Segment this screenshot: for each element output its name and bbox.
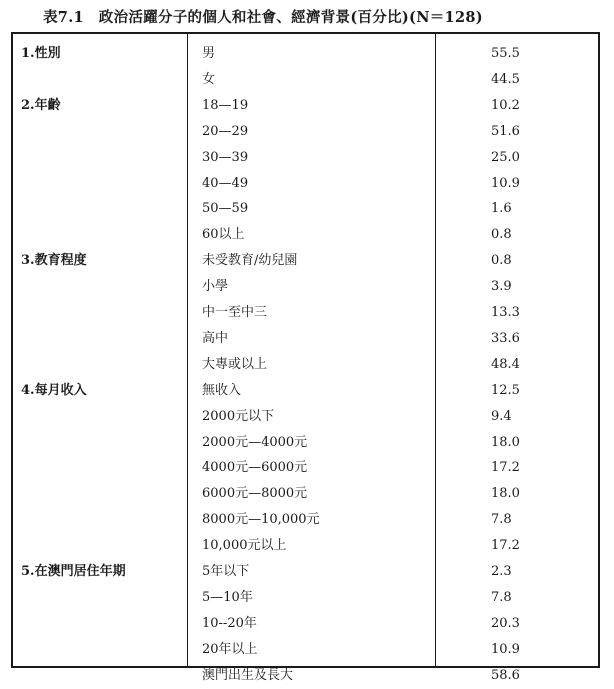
table-row: [13, 274, 598, 300]
table-row: [13, 481, 598, 507]
percentage-value: 2.3: [491, 564, 512, 579]
category-label: [21, 145, 181, 171]
category-label: 3.教育程度: [21, 253, 87, 269]
percentage-value: 17.2: [491, 460, 520, 476]
item-label: 中一至中三: [202, 305, 268, 320]
category-label: [21, 196, 181, 222]
percentage-value: 12.5: [491, 382, 520, 398]
percentage-value: 0.8: [491, 227, 512, 243]
table-row: [13, 119, 598, 145]
table-row: [13, 196, 598, 222]
item-label: 20年以上: [202, 641, 258, 657]
table-row: [13, 352, 598, 378]
percentage-value: 1.6: [491, 201, 512, 217]
percentage-value: 33.6: [491, 330, 520, 346]
percentage-value: 20.3: [491, 615, 520, 631]
category-label: [21, 326, 181, 352]
percentage-value: 9.4: [491, 408, 512, 424]
category-label: [21, 663, 181, 689]
item-label: 10--20年: [202, 615, 257, 631]
table-row: [13, 326, 598, 352]
percentage-value: 58.6: [491, 667, 520, 683]
category-label: [21, 585, 181, 611]
table-row: [13, 145, 598, 171]
item-label: 30—39: [202, 149, 249, 165]
percentage-value: 55.5: [491, 46, 520, 61]
item-label: 10,000元以上: [202, 538, 287, 554]
table-row: [13, 663, 598, 689]
table-row: [13, 171, 598, 197]
table-row: [13, 559, 598, 585]
percentage-value: 18.0: [491, 486, 520, 502]
percentage-value: 17.2: [491, 538, 520, 554]
item-label: 2000元—4000元: [202, 434, 308, 450]
data-table: [11, 32, 600, 683]
table-row: [13, 611, 598, 637]
percentage-value: 10.9: [491, 641, 520, 657]
category-label: [21, 637, 181, 663]
item-label: 6000元—8000元: [202, 486, 308, 502]
item-label: 18—19: [202, 97, 249, 113]
category-label: [21, 611, 181, 637]
item-label: 5—10年: [202, 589, 253, 605]
table-row: [13, 93, 598, 119]
item-label: 40—49: [202, 175, 249, 191]
item-label: 50—59: [202, 201, 249, 217]
table-row: [13, 533, 598, 559]
category-label: 5.在澳門居住年期: [21, 564, 126, 579]
table-row: [13, 585, 598, 611]
percentage-value: 10.2: [491, 97, 520, 113]
percentage-value: 25.0: [491, 149, 520, 165]
item-label: 小學: [202, 279, 229, 295]
table-row: [13, 378, 598, 404]
category-label: 4.每月收入: [21, 382, 87, 398]
item-label: 澳門出生及長大: [202, 667, 294, 683]
category-label: [21, 274, 181, 300]
table-row: [13, 300, 598, 326]
table-row: [13, 404, 598, 430]
item-label: 5年以下: [202, 564, 250, 579]
item-label: 60以上: [202, 227, 245, 243]
category-label: [21, 119, 181, 145]
table-row: [13, 637, 598, 663]
item-label: 20—29: [202, 123, 249, 139]
percentage-value: 7.8: [491, 512, 512, 528]
percentage-value: 48.4: [491, 356, 520, 372]
category-label: [21, 300, 181, 326]
percentage-value: 51.6: [491, 123, 520, 139]
table-row: [13, 67, 598, 93]
category-label: [21, 533, 181, 559]
percentage-value: 0.8: [491, 253, 512, 269]
category-label: [21, 222, 181, 248]
table-row: [13, 507, 598, 533]
table-row: [13, 222, 598, 248]
percentage-value: 18.0: [491, 434, 520, 450]
table-row: [13, 41, 598, 67]
category-label: [21, 67, 181, 93]
item-label: 2000元以下: [202, 408, 275, 424]
item-label: 4000元—6000元: [202, 460, 308, 476]
table-row: [13, 430, 598, 456]
table-title: 表7.1 政治活躍分子的個人和社會、經濟背景(百分比)(N＝128): [43, 9, 483, 26]
category-label: [21, 352, 181, 378]
table-row: [13, 248, 598, 274]
category-label: [21, 404, 181, 430]
table-row: [13, 455, 598, 481]
category-label: 1.性別: [21, 46, 61, 61]
category-label: [21, 171, 181, 197]
item-label: 未受教育/幼兒園: [202, 253, 298, 269]
percentage-value: 3.9: [491, 279, 512, 295]
item-label: 8000元—10,000元: [202, 512, 320, 528]
item-label: 高中: [202, 330, 229, 346]
item-label: 無收入: [202, 382, 242, 398]
category-label: [21, 507, 181, 533]
percentage-value: 44.5: [491, 71, 520, 87]
item-label: 大專或以上: [202, 356, 268, 372]
percentage-value: 13.3: [491, 305, 520, 320]
category-label: [21, 455, 181, 481]
item-label: 女: [202, 71, 216, 87]
item-label: 男: [202, 46, 216, 61]
percentage-value: 10.9: [491, 175, 520, 191]
category-label: [21, 481, 181, 507]
percentage-value: 7.8: [491, 589, 512, 605]
category-label: 2.年齡: [21, 97, 61, 113]
category-label: [21, 430, 181, 456]
